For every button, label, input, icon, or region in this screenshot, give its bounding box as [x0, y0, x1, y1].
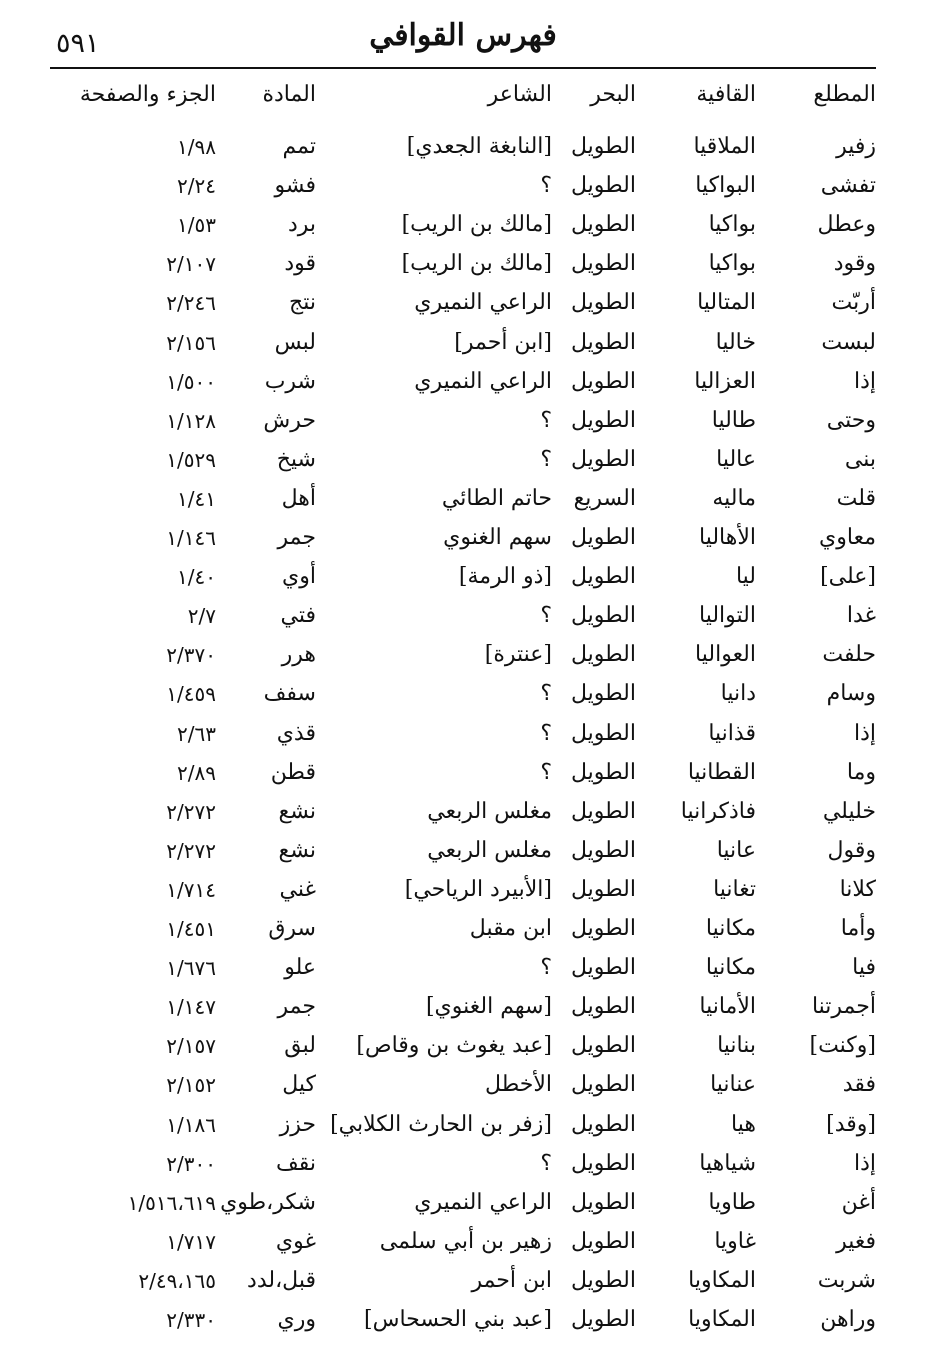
cell-poet: ؟ — [540, 760, 552, 785]
cell-opening: وعطل — [817, 212, 876, 237]
cell-root: وري — [277, 1307, 316, 1332]
cell-rhyme: عانيا — [716, 838, 756, 863]
cell-rhyme: قذانيا — [708, 721, 756, 746]
cell-root: قطن — [270, 760, 316, 785]
cell-opening: معاوي — [819, 525, 876, 550]
cell-meter: الطويل — [570, 955, 636, 980]
cell-root: تمم — [282, 134, 316, 159]
cell-reference: ١/٥٣ — [177, 213, 216, 237]
cell-rhyme: مكانيا — [705, 955, 756, 980]
cell-reference: ٢/٣٧٠ — [166, 643, 216, 667]
cell-meter: الطويل — [570, 212, 636, 237]
table-row — [50, 597, 876, 635]
cell-root: علو — [284, 955, 316, 980]
cell-poet: ؟ — [540, 408, 552, 433]
column-header-poet: الشاعر — [487, 82, 552, 107]
table-row — [50, 910, 876, 948]
cell-root: سرق — [268, 916, 316, 941]
cell-rhyme: طاليا — [711, 408, 756, 433]
cell-reference: ٢/٢٧٢ — [166, 839, 216, 863]
cell-poet: [الأبيرد الرياحي] — [404, 877, 552, 902]
cell-poet: ابن أحمر — [471, 1268, 552, 1293]
cell-rhyme: ماليه — [712, 486, 756, 511]
cell-poet: مغلس الربعي — [427, 799, 552, 824]
table-row — [50, 1106, 876, 1144]
cell-rhyme: القطانيا — [687, 760, 756, 785]
table-row — [50, 128, 876, 166]
cell-poet: [عبد بني الحسحاس] — [364, 1307, 552, 1332]
cell-root: فتي — [280, 603, 316, 628]
cell-reference: ٢/١٥٦ — [166, 331, 216, 355]
cell-rhyme: دانيا — [720, 681, 756, 706]
cell-root: لبق — [284, 1033, 316, 1058]
cell-meter: الطويل — [570, 760, 636, 785]
table-row — [50, 1184, 876, 1222]
cell-reference: ١/١٤٧ — [166, 995, 216, 1019]
cell-opening: وقول — [827, 838, 876, 863]
cell-poet: سهم الغنوي — [443, 525, 552, 550]
table-row — [50, 1223, 876, 1261]
cell-meter: الطويل — [570, 525, 636, 550]
cell-poet: ؟ — [540, 681, 552, 706]
cell-meter: الطويل — [570, 838, 636, 863]
cell-rhyme: المكاويا — [688, 1307, 756, 1332]
cell-meter: الطويل — [570, 564, 636, 589]
table-row — [50, 480, 876, 518]
cell-root: جمر — [277, 994, 316, 1019]
cell-opening: قلت — [836, 486, 876, 511]
cell-opening: وحتى — [826, 408, 876, 433]
cell-opening: [وقد] — [826, 1112, 876, 1137]
cell-rhyme: مكانيا — [705, 916, 756, 941]
cell-rhyme: ليا — [735, 564, 756, 589]
cell-poet: [ذو الرمة] — [458, 564, 552, 589]
cell-opening: بنى — [844, 447, 876, 472]
cell-rhyme: شياهيا — [699, 1151, 756, 1176]
cell-poet: [زفر بن الحارث الكلابي] — [330, 1112, 552, 1137]
cell-meter: الطويل — [570, 369, 636, 394]
cell-reference: ١/٤٥١ — [166, 917, 216, 941]
cell-reference: ٢/٢٤٦ — [166, 291, 216, 315]
cell-meter: الطويل — [570, 994, 636, 1019]
cell-reference: ١/١٨٦ — [166, 1113, 216, 1137]
cell-opening: لبست — [821, 330, 876, 355]
cell-rhyme: الأمانيا — [699, 994, 756, 1019]
table-row — [50, 949, 876, 987]
column-header-opening: المطلع — [813, 82, 876, 107]
cell-poet: الراعي النميري — [414, 369, 552, 394]
cell-meter: الطويل — [570, 1268, 636, 1293]
cell-rhyme: عنانيا — [710, 1072, 756, 1097]
cell-root: نشع — [278, 799, 316, 824]
cell-root: سفف — [263, 681, 316, 706]
cell-meter: الطويل — [570, 290, 636, 315]
cell-opening: [وكنت] — [809, 1033, 876, 1058]
cell-rhyme: التواليا — [699, 603, 756, 628]
cell-opening: إذا — [853, 1151, 876, 1176]
cell-poet: [مالك بن الريب] — [401, 212, 552, 237]
table-row — [50, 675, 876, 713]
cell-opening: وراهن — [820, 1307, 876, 1332]
cell-root: شكر،طوي — [220, 1190, 316, 1215]
cell-rhyme: بواكيا — [708, 212, 756, 237]
cell-rhyme: تغانيا — [713, 877, 756, 902]
cell-poet: ؟ — [540, 1151, 552, 1176]
cell-reference: ٢/٨٩ — [177, 761, 216, 785]
cell-root: شرب — [264, 369, 316, 394]
cell-meter: الطويل — [570, 251, 636, 276]
cell-opening: فيا — [852, 955, 876, 980]
cell-reference: ٢/١٥٧ — [166, 1034, 216, 1058]
cell-reference: ١/٥٠٠ — [166, 370, 216, 394]
cell-meter: الطويل — [570, 1072, 636, 1097]
cell-meter: الطويل — [570, 877, 636, 902]
cell-opening: وأما — [840, 916, 876, 941]
cell-poet: ؟ — [540, 447, 552, 472]
table-row — [50, 363, 876, 401]
table-row — [50, 1145, 876, 1183]
table-row — [50, 832, 876, 870]
cell-poet: مغلس الربعي — [427, 838, 552, 863]
column-header-reference: الجزء والصفحة — [79, 82, 216, 107]
cell-meter: الطويل — [570, 916, 636, 941]
cell-rhyme: الملاقيا — [693, 134, 756, 159]
cell-opening: حلفت — [822, 642, 876, 667]
column-header-meter: البحر — [590, 82, 636, 107]
cell-opening: غدا — [846, 603, 876, 628]
cell-poet: الأخطل — [485, 1072, 552, 1097]
cell-meter: الطويل — [570, 173, 636, 198]
cell-rhyme: خاليا — [715, 330, 756, 355]
cell-root: نقف — [275, 1151, 316, 1176]
table-row — [50, 871, 876, 909]
cell-meter: الطويل — [570, 1151, 636, 1176]
cell-meter: الطويل — [570, 1190, 636, 1215]
cell-rhyme: العزاليا — [694, 369, 756, 394]
cell-root: قبل،لدد — [247, 1268, 316, 1293]
table-row — [50, 636, 876, 674]
cell-meter: الطويل — [570, 1229, 636, 1254]
cell-poet: [مالك بن الريب] — [401, 251, 552, 276]
cell-root: فشو — [274, 173, 316, 198]
cell-root: أوي — [282, 564, 316, 589]
cell-meter: الطويل — [570, 1033, 636, 1058]
column-headers — [50, 76, 876, 114]
table-row — [50, 167, 876, 205]
cell-poet: الراعي النميري — [414, 1190, 552, 1215]
cell-poet: ابن مقبل — [469, 916, 552, 941]
cell-root: هرر — [281, 642, 316, 667]
cell-rhyme: بواكيا — [708, 251, 756, 276]
cell-reference: ١/٤١ — [177, 487, 216, 511]
table-row — [50, 245, 876, 283]
header-rule — [50, 67, 876, 69]
cell-reference: ١/٥٢٩ — [166, 448, 216, 472]
cell-root: غني — [279, 877, 316, 902]
cell-reference: ٢/٣٠٠ — [166, 1152, 216, 1176]
cell-meter: الطويل — [570, 134, 636, 159]
cell-root: حرش — [263, 408, 316, 433]
cell-meter: الطويل — [570, 408, 636, 433]
cell-opening: تفشى — [820, 173, 876, 198]
cell-root: جمر — [277, 525, 316, 550]
cell-meter: الطويل — [570, 1307, 636, 1332]
table-row — [50, 1301, 876, 1339]
column-header-rhyme: القافية — [696, 82, 756, 107]
cell-poet: ؟ — [540, 955, 552, 980]
table-row — [50, 715, 876, 753]
cell-opening: فقد — [842, 1072, 876, 1097]
cell-opening: أجمرتنا — [811, 994, 876, 1019]
table-row — [50, 284, 876, 322]
cell-reference: ٢/٣٣٠ — [166, 1308, 216, 1332]
cell-meter: الطويل — [570, 642, 636, 667]
cell-rhyme: بنانيا — [717, 1033, 756, 1058]
cell-poet: [عبد يغوث بن وقاص] — [356, 1033, 552, 1058]
table-row — [50, 558, 876, 596]
cell-reference: ١/١٢٨ — [166, 409, 216, 433]
cell-opening: شربت — [817, 1268, 876, 1293]
cell-root: غوي — [275, 1229, 316, 1254]
cell-opening: إذا — [853, 721, 876, 746]
cell-opening: فغير — [836, 1229, 876, 1254]
cell-rhyme: غاويا — [714, 1229, 756, 1254]
cell-rhyme: هيا — [731, 1112, 756, 1137]
cell-rhyme: فاذكرانيا — [680, 799, 756, 824]
cell-meter: الطويل — [570, 447, 636, 472]
cell-reference: ١/١٤٦ — [166, 526, 216, 550]
cell-meter: الطويل — [570, 1112, 636, 1137]
table-row — [50, 402, 876, 440]
table-row — [50, 206, 876, 244]
cell-root: أهل — [281, 486, 316, 511]
table-row — [50, 793, 876, 831]
cell-opening: أغن — [841, 1190, 876, 1215]
cell-root: نشع — [278, 838, 316, 863]
cell-poet: ؟ — [540, 173, 552, 198]
cell-reference: ١/٩٨ — [177, 135, 216, 159]
cell-opening: خليلي — [822, 799, 876, 824]
cell-rhyme: طاويا — [708, 1190, 756, 1215]
table-row — [50, 754, 876, 792]
cell-reference: ١/٧١٧ — [166, 1230, 216, 1254]
cell-poet: [النابغة الجعدي] — [406, 134, 552, 159]
cell-root: نتج — [289, 290, 316, 315]
column-header-root: المادة — [262, 82, 316, 107]
cell-reference: ١/٤٠ — [177, 565, 216, 589]
cell-reference: ٢/٦٣ — [177, 722, 216, 746]
cell-poet: [عنترة] — [484, 642, 552, 667]
cell-root: برد — [287, 212, 316, 237]
table-row — [50, 1066, 876, 1104]
cell-meter: الطويل — [570, 721, 636, 746]
table-row — [50, 1027, 876, 1065]
cell-poet: ؟ — [540, 721, 552, 746]
cell-reference: ٢/٤٩،١٦٥ — [138, 1269, 216, 1293]
cell-reference: ٢/١٥٢ — [166, 1073, 216, 1097]
cell-root: حزز — [279, 1112, 316, 1137]
cell-opening: إذا — [853, 369, 876, 394]
cell-reference: ٢/٢٤ — [177, 174, 216, 198]
cell-reference: ١/٦٧٦ — [166, 956, 216, 980]
cell-root: لبس — [274, 330, 316, 355]
cell-rhyme: المكاويا — [688, 1268, 756, 1293]
table-row — [50, 1262, 876, 1300]
table-row — [50, 324, 876, 362]
cell-meter: الطويل — [570, 799, 636, 824]
cell-rhyme: الأهاليا — [698, 525, 756, 550]
page-header — [50, 14, 876, 68]
cell-reference: ١/٥١٦،٦١٩ — [127, 1191, 216, 1215]
cell-meter: الطويل — [570, 603, 636, 628]
cell-rhyme: المتاليا — [697, 290, 756, 315]
cell-opening: زفير — [836, 134, 876, 159]
cell-root: كيل — [282, 1072, 316, 1097]
cell-root: قذي — [276, 721, 316, 746]
cell-reference: ٢/٢٧٢ — [166, 800, 216, 824]
cell-root: شيخ — [276, 447, 316, 472]
cell-poet: حاتم الطائي — [441, 486, 552, 511]
cell-opening: وما — [846, 760, 876, 785]
cell-poet: [ابن أحمر] — [454, 330, 552, 355]
cell-opening: [على] — [820, 564, 876, 589]
cell-poet: [سهم الغنوي] — [425, 994, 552, 1019]
cell-poet: الراعي النميري — [414, 290, 552, 315]
cell-reference: ١/٧١٤ — [166, 878, 216, 902]
cell-opening: كلانا — [839, 877, 876, 902]
cell-reference: ٢/٧ — [187, 604, 216, 628]
cell-poet: زهير بن أبي سلمى — [379, 1229, 552, 1254]
cell-reference: ٢/١٠٧ — [166, 252, 216, 276]
cell-meter: السريع — [573, 486, 636, 511]
cell-rhyme: عاليا — [716, 447, 756, 472]
page-title: فهرس القوافي — [369, 18, 557, 53]
cell-poet: ؟ — [540, 603, 552, 628]
cell-meter: الطويل — [570, 681, 636, 706]
table-row — [50, 988, 876, 1026]
cell-meter: الطويل — [570, 330, 636, 355]
cell-rhyme: العواليا — [695, 642, 756, 667]
cell-root: قود — [284, 251, 316, 276]
table-row — [50, 519, 876, 557]
cell-opening: وقود — [833, 251, 876, 276]
cell-opening: وسام — [826, 681, 876, 706]
table-row — [50, 441, 876, 479]
cell-rhyme: البواكيا — [695, 173, 756, 198]
page-number: ٥٩١ — [56, 28, 100, 59]
cell-reference: ١/٤٥٩ — [166, 682, 216, 706]
cell-opening: أربّت — [831, 290, 876, 315]
